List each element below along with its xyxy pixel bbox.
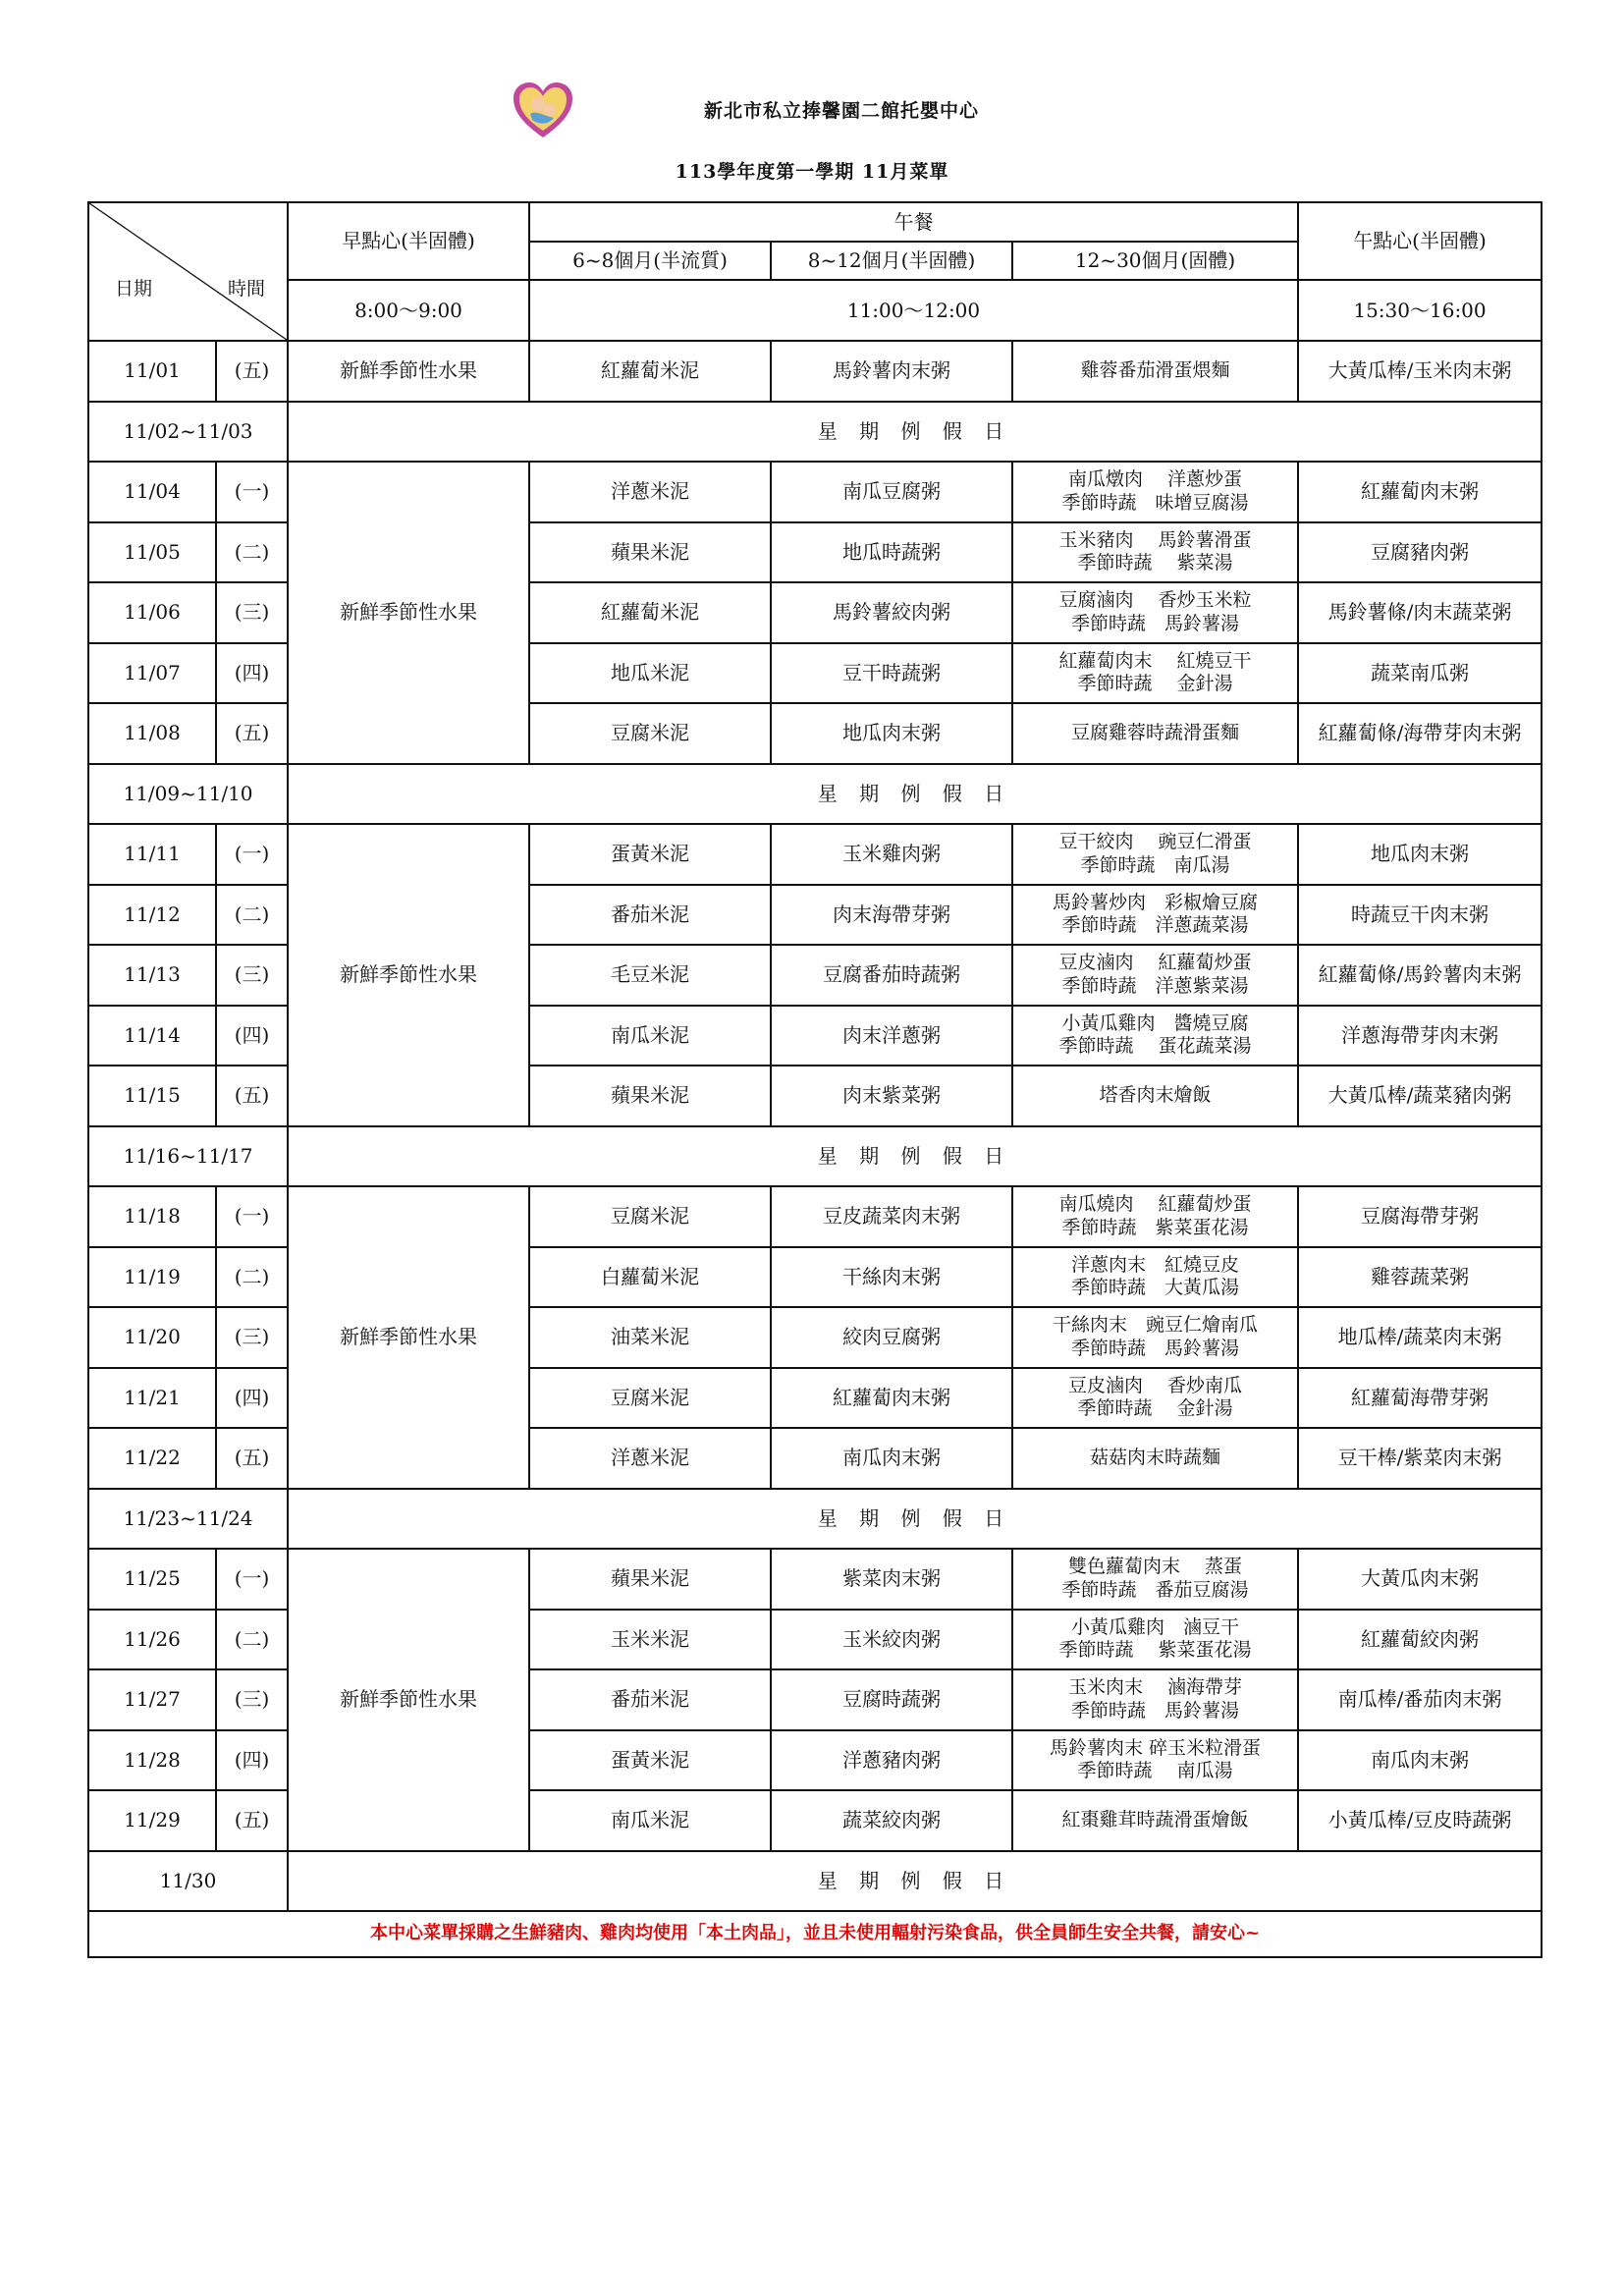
afternoon-cell: 豆腐豬肉粥 [1298, 522, 1542, 583]
lunch-6-8-cell: 紅蘿蔔米泥 [529, 341, 771, 402]
date-cell: 11/26 [88, 1610, 216, 1670]
lunch-12-30-cell [1012, 1549, 1298, 1610]
dish-line: 季節時蔬 大黃瓜湯 [1070, 1277, 1239, 1299]
weekday-cell: (五) [216, 703, 288, 764]
lunch-8-12-cell: 豆皮蔬菜肉末粥 [771, 1186, 1012, 1247]
afternoon-cell: 大黃瓜肉末粥 [1298, 1549, 1542, 1610]
dish-line: 小黃瓜雞肉 醬燒豆腐 [1061, 1011, 1249, 1034]
footer-row [88, 1911, 1542, 1957]
holiday-row [88, 1126, 1542, 1187]
lunch-8-12-cell: 豆腐番茄時蔬粥 [771, 945, 1012, 1006]
date-cell: 11/12 [88, 885, 216, 946]
lunch-6-8-cell: 豆腐米泥 [529, 1186, 771, 1247]
weekday-cell: (四) [216, 1368, 288, 1429]
lunch-8-12-cell: 紅蘿蔔肉末粥 [771, 1368, 1012, 1429]
lunch-12-30-cell [1012, 703, 1298, 764]
lunch-col-12-30: 12~30個月(固體) [1012, 242, 1298, 280]
menu-row [88, 824, 1542, 885]
lunch-8-12-cell: 干絲肉末粥 [771, 1247, 1012, 1308]
lunch-12-30-cell [1012, 1790, 1298, 1851]
date-cell: 11/14 [88, 1006, 216, 1066]
lunch-12-30-cell [1012, 522, 1298, 583]
date-cell: 11/29 [88, 1790, 216, 1851]
menu-row [88, 462, 1542, 522]
weekday-cell: (四) [216, 643, 288, 704]
dish-line: 玉米肉末 滷海帶芽 [1067, 1676, 1243, 1698]
lunch-12-30-cell [1012, 824, 1298, 885]
weekday-cell: (五) [216, 1066, 288, 1126]
lunch-6-8-cell: 地瓜米泥 [529, 643, 771, 704]
dish-line: 季節時蔬 紫菜蛋花湯 [1058, 1639, 1252, 1662]
weekday-cell: (二) [216, 1610, 288, 1670]
afternoon-cell: 大黃瓜棒/蔬菜豬肉粥 [1298, 1066, 1542, 1126]
afternoon-cell: 南瓜肉末粥 [1298, 1730, 1542, 1791]
holiday-date: 11/30 [88, 1851, 288, 1912]
lunch-12-30-cell [1012, 341, 1298, 402]
dish-line: 季節時蔬 南瓜湯 [1080, 853, 1230, 876]
lunch-6-8-cell: 豆腐米泥 [529, 1368, 771, 1429]
lunch-8-12-cell: 肉末洋蔥粥 [771, 1006, 1012, 1066]
date-cell: 11/25 [88, 1549, 216, 1610]
date-cell: 11/13 [88, 945, 216, 1006]
dish-line: 馬鈴薯肉末 碎玉米粒滑蛋 [1049, 1736, 1262, 1759]
lunch-6-8-cell: 番茄米泥 [529, 1669, 771, 1730]
date-cell: 11/04 [88, 462, 216, 522]
dish-line: 南瓜燉肉 洋蔥炒蛋 [1067, 468, 1243, 490]
weekday-cell: (四) [216, 1006, 288, 1066]
lunch-6-8-cell: 蛋黃米泥 [529, 1730, 771, 1791]
holiday-date: 11/02~11/03 [88, 402, 288, 463]
afternoon-cell: 南瓜棒/番茄肉末粥 [1298, 1669, 1542, 1730]
date-label: 日期 [115, 278, 153, 300]
breakfast-cell: 新鮮季節性水果 [288, 341, 529, 402]
lunch-12-30-cell [1012, 1730, 1298, 1791]
weekday-cell: (五) [216, 1790, 288, 1851]
lunch-col-8-12: 8~12個月(半固體) [771, 242, 1012, 280]
afternoon-cell: 紅蘿蔔海帶芽粥 [1298, 1368, 1542, 1429]
lunch-6-8-cell: 番茄米泥 [529, 885, 771, 946]
dish-line: 紅蘿蔔肉末 紅燒豆干 [1058, 649, 1252, 672]
breakfast-cell: 新鮮季節性水果 [288, 462, 529, 764]
dish-line: 豆皮滷肉 香炒南瓜 [1067, 1374, 1243, 1396]
afternoon-cell: 洋蔥海帶芽肉末粥 [1298, 1006, 1542, 1066]
holiday-date: 11/16~11/17 [88, 1126, 288, 1187]
afternoon-cell: 紅蘿蔔條/馬鈴薯肉末粥 [1298, 945, 1542, 1006]
lunch-6-8-cell: 洋蔥米泥 [529, 1428, 771, 1489]
lunch-6-8-cell: 蛋黃米泥 [529, 824, 771, 885]
afternoon-cell: 雞蓉蔬菜粥 [1298, 1247, 1542, 1308]
weekday-cell: (五) [216, 1428, 288, 1489]
date-cell: 11/19 [88, 1247, 216, 1308]
date-cell: 11/07 [88, 643, 216, 704]
lunch-12-30-cell [1012, 1669, 1298, 1730]
lunch-8-12-cell: 豆腐時蔬粥 [771, 1669, 1012, 1730]
afternoon-cell: 紅蘿蔔肉末粥 [1298, 462, 1542, 522]
holiday-row [88, 402, 1542, 463]
lunch-col-6-8: 6~8個月(半流質) [529, 242, 771, 280]
lunch-12-30-cell [1012, 1307, 1298, 1368]
lunch-12-30-cell [1012, 1006, 1298, 1066]
weekday-cell: (三) [216, 1669, 288, 1730]
lunch-6-8-cell: 蘋果米泥 [529, 522, 771, 583]
date-cell: 11/06 [88, 582, 216, 643]
dish-line: 雙色蘿蔔肉末 蒸蛋 [1067, 1556, 1243, 1577]
dish-line: 豆干絞肉 豌豆仁滑蛋 [1058, 831, 1252, 852]
breakfast-header: 早點心(半固體) [288, 202, 529, 280]
dish-line: 豆腐雞蓉時蔬滑蛋麵 [1070, 721, 1239, 743]
date-cell: 11/21 [88, 1368, 216, 1429]
dish-line: 季節時蔬 紫菜蛋花湯 [1061, 1216, 1249, 1238]
dish-line: 小黃瓜雞肉 滷豆干 [1070, 1615, 1239, 1638]
date-time-corner-cell [88, 202, 288, 341]
date-cell: 11/18 [88, 1186, 216, 1247]
lunch-6-8-cell: 豆腐米泥 [529, 703, 771, 764]
lunch-6-8-cell: 白蘿蔔米泥 [529, 1247, 771, 1308]
menu-table [87, 201, 1543, 1958]
weekday-cell: (二) [216, 1247, 288, 1308]
afternoon-cell: 地瓜棒/蔬菜肉末粥 [1298, 1307, 1542, 1368]
dish-line: 季節時蔬 味增豆腐湯 [1061, 491, 1249, 514]
lunch-12-30-cell [1012, 1428, 1298, 1489]
lunch-8-12-cell: 肉末海帶芽粥 [771, 885, 1012, 946]
dish-line: 季節時蔬 洋蔥紫菜湯 [1061, 974, 1249, 997]
page-title: 113學年度第一學期 11月菜單 [675, 161, 949, 183]
dish-line: 季節時蔬 紫菜湯 [1077, 552, 1233, 574]
holiday-label: 星 期 例 假 日 [288, 1126, 1542, 1187]
lunch-header: 午餐 [529, 202, 1298, 242]
dish-line: 季節時蔬 馬鈴薯湯 [1070, 1337, 1239, 1359]
afternoon-cell: 地瓜肉末粥 [1298, 824, 1542, 885]
lunch-8-12-cell: 馬鈴薯絞肉粥 [771, 582, 1012, 643]
weekday-cell: (四) [216, 1730, 288, 1791]
lunch-12-30-cell [1012, 462, 1298, 522]
afternoon-cell: 紅蘿蔔條/海帶芽肉末粥 [1298, 703, 1542, 764]
time-label: 時間 [227, 278, 265, 300]
dish-line: 干絲肉末 豌豆仁燴南瓜 [1052, 1314, 1258, 1336]
date-cell: 11/22 [88, 1428, 216, 1489]
dish-line: 南瓜燒肉 紅蘿蔔炒蛋 [1058, 1193, 1252, 1215]
lunch-8-12-cell: 馬鈴薯肉末粥 [771, 341, 1012, 402]
date-cell: 11/28 [88, 1730, 216, 1791]
lunch-8-12-cell: 洋蔥豬肉粥 [771, 1730, 1012, 1791]
weekday-cell: (三) [216, 945, 288, 1006]
date-cell: 11/20 [88, 1307, 216, 1368]
lunch-6-8-cell: 南瓜米泥 [529, 1790, 771, 1851]
dish-line: 玉米豬肉 馬鈴薯滑蛋 [1058, 528, 1252, 551]
breakfast-cell: 新鮮季節性水果 [288, 1186, 529, 1489]
dish-line: 菇菇肉末時蔬麵 [1089, 1446, 1220, 1468]
dish-line: 季節時蔬 蛋花蔬菜湯 [1058, 1035, 1252, 1058]
dish-line: 季節時蔬 馬鈴薯湯 [1070, 612, 1239, 634]
lunch-6-8-cell: 蘋果米泥 [529, 1066, 771, 1126]
lunch-12-30-cell [1012, 582, 1298, 643]
lunch-12-30-cell [1012, 1186, 1298, 1247]
lunch-6-8-cell: 洋蔥米泥 [529, 462, 771, 522]
holiday-row [88, 764, 1542, 825]
afternoon-cell: 豆腐海帶芽粥 [1298, 1186, 1542, 1247]
dish-line: 季節時蔬 金針湯 [1077, 673, 1233, 695]
lunch-12-30-cell [1012, 643, 1298, 704]
weekday-cell: (一) [216, 462, 288, 522]
lunch-6-8-cell: 油菜米泥 [529, 1307, 771, 1368]
lunch-8-12-cell: 豆干時蔬粥 [771, 643, 1012, 704]
lunch-12-30-cell [1012, 1610, 1298, 1670]
dish-line: 季節時蔬 南瓜湯 [1077, 1760, 1233, 1782]
lunch-12-30-cell [1012, 885, 1298, 946]
holiday-row [88, 1851, 1542, 1912]
menu-row [88, 1549, 1542, 1610]
lunch-6-8-cell: 紅蘿蔔米泥 [529, 582, 771, 643]
date-cell: 11/11 [88, 824, 216, 885]
afternoon-cell: 時蔬豆干肉末粥 [1298, 885, 1542, 946]
breakfast-cell: 新鮮季節性水果 [288, 824, 529, 1126]
lunch-8-12-cell: 玉米雞肉粥 [771, 824, 1012, 885]
weekday-cell: (三) [216, 1307, 288, 1368]
date-cell: 11/05 [88, 522, 216, 583]
lunch-6-8-cell: 毛豆米泥 [529, 945, 771, 1006]
breakfast-time: 8:00～9:00 [288, 280, 529, 341]
date-cell: 11/08 [88, 703, 216, 764]
afternoon-cell: 紅蘿蔔絞肉粥 [1298, 1610, 1542, 1670]
afternoon-cell: 小黃瓜棒/豆皮時蔬粥 [1298, 1790, 1542, 1851]
dish-line: 豆腐滷肉 香炒玉米粒 [1058, 589, 1252, 611]
date-cell: 11/01 [88, 341, 216, 402]
weekday-cell: (二) [216, 885, 288, 946]
lunch-12-30-cell [1012, 1368, 1298, 1429]
dish-line: 洋蔥肉末 紅燒豆皮 [1070, 1253, 1239, 1276]
lunch-8-12-cell: 紫菜肉末粥 [771, 1549, 1012, 1610]
afternoon-cell: 蔬菜南瓜粥 [1298, 643, 1542, 704]
dish-line: 季節時蔬 番茄豆腐湯 [1061, 1578, 1249, 1601]
dish-line: 季節時蔬 洋蔥蔬菜湯 [1061, 914, 1249, 937]
afternoon-cell: 大黃瓜棒/玉米肉末粥 [1298, 341, 1542, 402]
footer-notice: 本中心菜單採購之生鮮豬肉、雞肉均使用「本土肉品」，並且未使用輻射污染食品，供全員師生安全共餐，請安心~ [88, 1911, 1542, 1957]
lunch-6-8-cell: 南瓜米泥 [529, 1006, 771, 1066]
holiday-label: 星 期 例 假 日 [288, 764, 1542, 825]
dish-line: 紅棗雞茸時蔬滑蛋燴飯 [1061, 1808, 1249, 1831]
date-cell: 11/15 [88, 1066, 216, 1126]
org-name: 新北市私立捧馨園二館托嬰中心 [703, 100, 979, 122]
lunch-6-8-cell: 玉米米泥 [529, 1610, 771, 1670]
lunch-8-12-cell: 地瓜肉末粥 [771, 703, 1012, 764]
breakfast-cell: 新鮮季節性水果 [288, 1549, 529, 1851]
lunch-8-12-cell: 南瓜肉末粥 [771, 1428, 1012, 1489]
dish-line: 季節時蔬 金針湯 [1077, 1397, 1233, 1420]
holiday-label: 星 期 例 假 日 [288, 1851, 1542, 1912]
afternoon-cell: 馬鈴薯條/肉末蔬菜粥 [1298, 582, 1542, 643]
dish-line: 季節時蔬 馬鈴薯湯 [1070, 1699, 1239, 1722]
dish-line: 塔香肉末燴飯 [1099, 1083, 1212, 1106]
date-cell: 11/27 [88, 1669, 216, 1730]
weekday-cell: (二) [216, 522, 288, 583]
lunch-12-30-cell [1012, 1066, 1298, 1126]
holiday-label: 星 期 例 假 日 [288, 402, 1542, 463]
weekday-cell: (五) [216, 341, 288, 402]
afternoon-time: 15:30～16:00 [1298, 280, 1542, 341]
afternoon-header: 午點心(半固體) [1298, 202, 1542, 280]
dish-line: 馬鈴薯炒肉 彩椒燴豆腐 [1052, 891, 1258, 913]
lunch-8-12-cell: 肉末紫菜粥 [771, 1066, 1012, 1126]
weekday-cell: (一) [216, 1186, 288, 1247]
lunch-8-12-cell: 地瓜時蔬粥 [771, 522, 1012, 583]
menu-row [88, 1186, 1542, 1247]
menu-row [88, 341, 1542, 402]
lunch-8-12-cell: 玉米絞肉粥 [771, 1610, 1012, 1670]
holiday-date: 11/09~11/10 [88, 764, 288, 825]
lunch-6-8-cell: 蘋果米泥 [529, 1549, 771, 1610]
lunch-time: 11:00～12:00 [529, 280, 1298, 341]
lunch-8-12-cell: 絞肉豆腐粥 [771, 1307, 1012, 1368]
dish-line: 豆皮滷肉 紅蘿蔔炒蛋 [1058, 952, 1252, 973]
afternoon-cell: 豆干棒/紫菜肉末粥 [1298, 1428, 1542, 1489]
weekday-cell: (一) [216, 824, 288, 885]
holiday-date: 11/23~11/24 [88, 1489, 288, 1550]
holiday-label: 星 期 例 假 日 [288, 1489, 1542, 1550]
lunch-8-12-cell: 蔬菜絞肉粥 [771, 1790, 1012, 1851]
holiday-row [88, 1489, 1542, 1550]
dish-line: 雞蓉番茄滑蛋煨麵 [1080, 358, 1230, 381]
weekday-cell: (一) [216, 1549, 288, 1610]
lunch-12-30-cell [1012, 945, 1298, 1006]
lunch-12-30-cell [1012, 1247, 1298, 1308]
lunch-8-12-cell: 南瓜豆腐粥 [771, 462, 1012, 522]
weekday-cell: (三) [216, 582, 288, 643]
